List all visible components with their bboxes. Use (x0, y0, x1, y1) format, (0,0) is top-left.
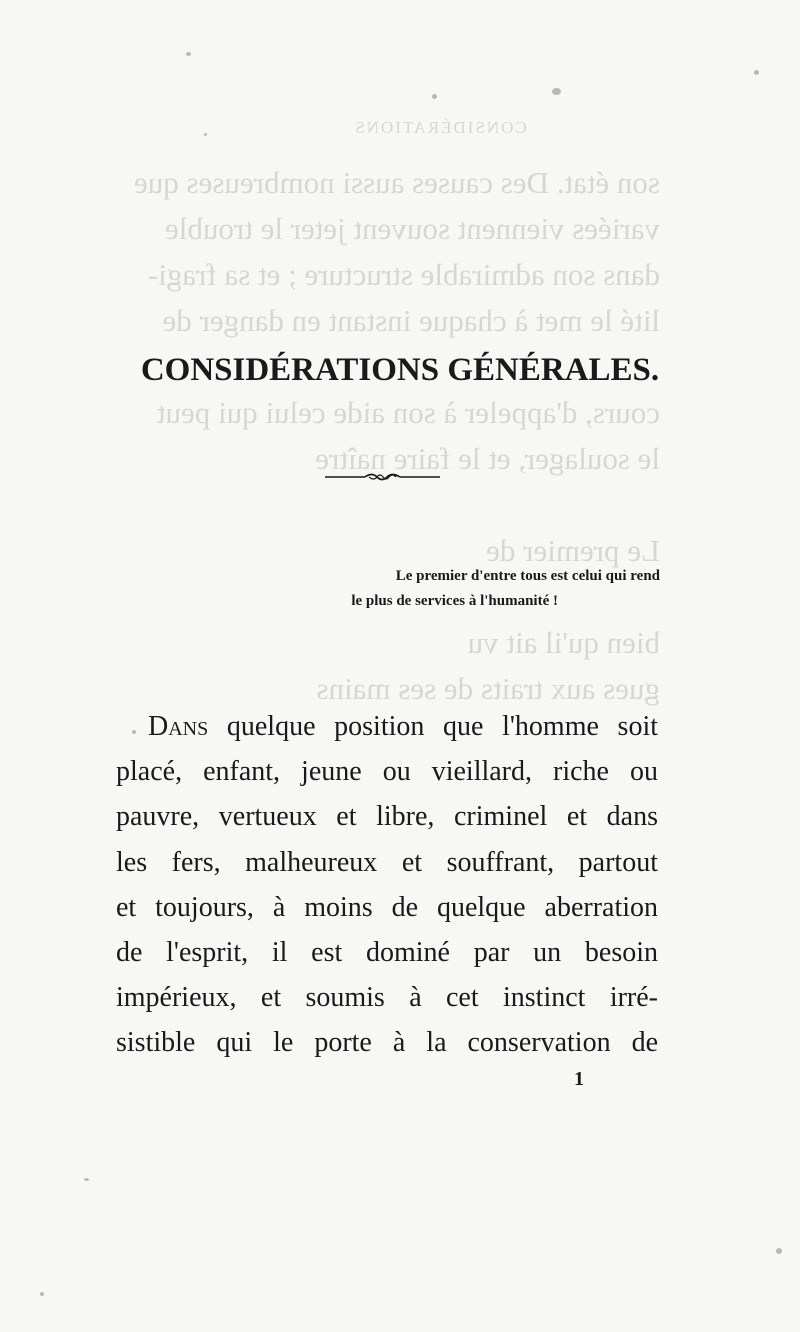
body-line: les fers, malheureux et souffrant, partout (116, 846, 658, 878)
epigraph-line: le plus de services à l'humanité ! (351, 593, 558, 609)
paper-speck (754, 70, 759, 75)
body-line: impérieux, et soumis à cet instinct irré- (116, 982, 658, 1014)
paper-speck (552, 88, 561, 95)
paper-speck (776, 1248, 782, 1254)
body-line (116, 704, 658, 749)
body-line: et toujours, à moins de quelque aberration (116, 891, 658, 923)
body-line: sistible qui le porte à la conservation de (116, 1027, 658, 1059)
paper-speck (84, 1178, 89, 1181)
epigraph (200, 564, 660, 614)
page-title: CONSIDÉRATIONS GÉNÉRALES. (140, 352, 660, 388)
body-line-text: quelque position que l'homme soit (226, 711, 658, 742)
paper-speck (132, 730, 136, 734)
body-line: de l'esprit, il est dominé par un besoin (116, 937, 658, 969)
drop-word: Dans (148, 711, 209, 742)
epigraph-line: Le premier d'entre tous est celui qui rend (395, 568, 660, 584)
bleed-through-decoration: CONSIDÉRATIONS son état. Des causes aussi nombreuses que variées viennent souvent jeter le trouble dans son admirable structure ; et sa fragi- lité le met à chaque instant en danger de cours, d'appeler à son aide celui qui peut le soulager, et le faire naître Le premier de bien qu'il ait vu gues aux traits de ses mains (133, 118, 660, 706)
paper-speck (186, 52, 191, 56)
body-paragraph (116, 704, 658, 1066)
body-line: placé, enfant, jeune ou vieillard, riche ou (116, 756, 658, 788)
paper-speck (432, 94, 437, 99)
page-number: 1 (574, 1068, 584, 1090)
paper-speck (40, 1292, 44, 1296)
ornamental-rule-icon (325, 470, 440, 484)
body-line: pauvre, vertueux et libre, criminel et dans (116, 801, 658, 833)
paper-speck (204, 133, 207, 136)
